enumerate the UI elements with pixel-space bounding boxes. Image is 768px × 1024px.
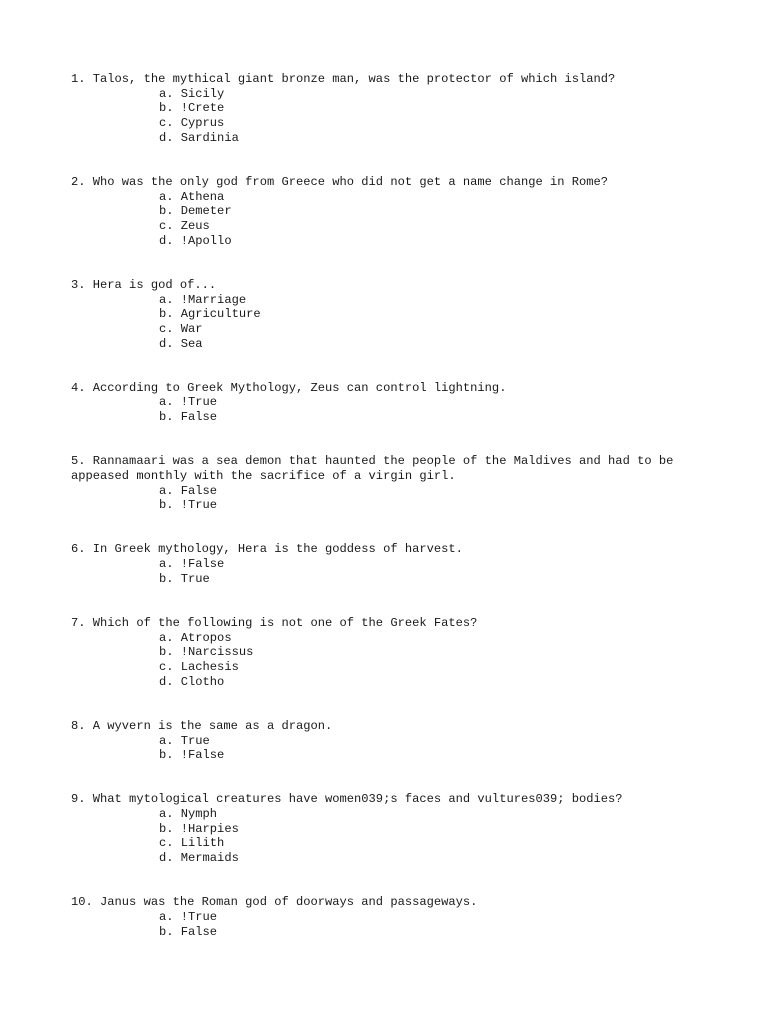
option: a. Nymph <box>159 807 218 822</box>
question-5 <box>71 454 711 513</box>
question-text: 7. Which of the following is not one of the Greek Fates? <box>71 615 478 630</box>
option: c. Lilith <box>159 836 225 851</box>
option: a. False <box>159 483 218 498</box>
option: c. Zeus <box>159 219 210 234</box>
option: a. Atropos <box>159 630 232 645</box>
question-text: 9. What mytological creatures have women039;s faces and vultures039; bodies? <box>71 792 623 807</box>
option-list <box>71 87 711 146</box>
option: c. War <box>159 321 203 336</box>
option: a. !True <box>159 395 218 410</box>
question-text: 10. Janus was the Roman god of doorways and passageways. <box>71 895 478 910</box>
option-list <box>71 557 711 586</box>
quiz-document <box>71 72 711 969</box>
option-list <box>71 190 711 249</box>
option: a. True <box>159 733 210 748</box>
question-text: 8. A wyvern is the same as a dragon. <box>71 718 333 733</box>
option: c. Lachesis <box>159 660 239 675</box>
option: b. !Narcissus <box>159 645 254 660</box>
option-list <box>71 734 711 763</box>
option: a. Athena <box>159 189 225 204</box>
option: d. Sardinia <box>159 130 239 145</box>
question-4 <box>71 381 711 425</box>
question-text: 6. In Greek mythology, Hera is the goddess of harvest. <box>71 542 463 557</box>
option: b. !Crete <box>159 101 225 116</box>
question-text: 1. Talos, the mythical giant bronze man, was the protector of which island? <box>71 72 616 86</box>
option: b. !False <box>159 748 225 763</box>
question-1 <box>71 72 711 146</box>
option-list <box>71 293 711 352</box>
question-2 <box>71 175 711 249</box>
question-text: 3. Hera is god of... <box>71 277 217 292</box>
question-8 <box>71 719 711 763</box>
option: a. Sicily <box>159 86 225 101</box>
question-3 <box>71 278 711 352</box>
question-text: 2. Who was the only god from Greece who did not get a name change in Rome? <box>71 174 609 189</box>
question-10 <box>71 895 711 939</box>
option: d. !Apollo <box>159 233 232 248</box>
option: b. Agriculture <box>159 307 261 322</box>
option: a. !True <box>159 909 218 924</box>
question-7 <box>71 616 711 690</box>
question-text: 4. According to Greek Mythology, Zeus can control lightning. <box>71 380 507 395</box>
question-text: 5. Rannamaari was a sea demon that haunted the people of the Maldives and had to be appeased monthly with the sacrifice of a virgin girl. <box>71 454 674 483</box>
option: b. Demeter <box>159 204 232 219</box>
option: b. !Harpies <box>159 821 239 836</box>
question-9 <box>71 792 711 866</box>
option-list <box>71 910 711 939</box>
option: d. Mermaids <box>159 851 239 866</box>
option-list <box>71 484 711 513</box>
option: a. !False <box>159 557 225 572</box>
option: b. False <box>159 410 218 425</box>
option: b. !True <box>159 498 218 513</box>
option: b. False <box>159 924 218 939</box>
option: d. Clotho <box>159 674 225 689</box>
question-6 <box>71 542 711 586</box>
option: b. True <box>159 571 210 586</box>
option: a. !Marriage <box>159 292 247 307</box>
option-list <box>71 807 711 866</box>
option: d. Sea <box>159 336 203 351</box>
option: c. Cyprus <box>159 116 225 131</box>
option-list <box>71 395 711 424</box>
option-list <box>71 631 711 690</box>
